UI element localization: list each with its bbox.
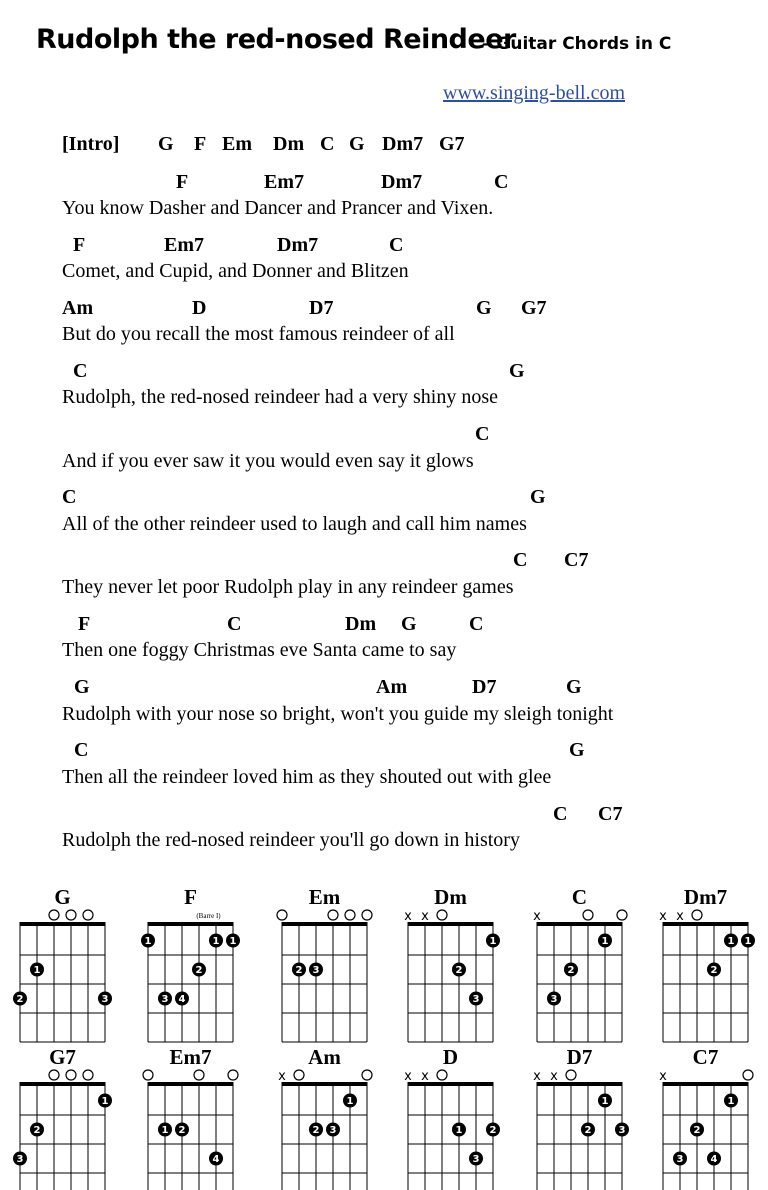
chord-label: Em7	[264, 171, 304, 193]
svg-text:3: 3	[618, 1125, 626, 1136]
open-string-marker	[83, 910, 93, 920]
svg-text:3: 3	[472, 994, 480, 1005]
svg-text:1: 1	[212, 936, 220, 947]
open-string-marker	[617, 910, 627, 920]
open-string-marker	[437, 1070, 447, 1080]
open-string-marker	[294, 1070, 304, 1080]
chord-label: G	[476, 297, 492, 319]
chord-label: D7	[309, 297, 334, 319]
chord-diagram-svg	[14, 882, 114, 1005]
open-string-marker	[66, 1070, 76, 1080]
song-title: Rudolph the red-nosed Reindeer	[36, 24, 516, 55]
open-string-marker	[583, 910, 593, 920]
finger-dot	[30, 963, 44, 977]
chord-label: F	[176, 171, 189, 193]
chord-label: G	[349, 133, 365, 155]
chord-diagram-c	[531, 882, 631, 1005]
chord-diagram-name: Dm7	[683, 885, 728, 909]
chord-diagram-em7	[142, 1042, 242, 1165]
svg-text:3: 3	[676, 1154, 684, 1165]
chord-label: Am	[376, 676, 408, 698]
nut-bar	[20, 922, 106, 926]
lyric-line: And if you ever saw it you would even say it glows	[62, 450, 474, 472]
chord-label: C	[62, 486, 77, 508]
chord-diagram-name: D	[442, 1045, 459, 1069]
open-string-marker	[328, 910, 338, 920]
open-string-marker	[66, 910, 76, 920]
finger-dot	[452, 1123, 466, 1137]
svg-text:1: 1	[489, 936, 497, 947]
chord-label: C	[494, 171, 509, 193]
svg-text:1: 1	[727, 1096, 735, 1107]
lyric-line: Comet, and Cupid, and Donner and Blitzen	[62, 260, 409, 282]
barre-note: (Barre I)	[196, 912, 221, 920]
chord-diagram-name: D7	[566, 1045, 593, 1069]
finger-dot	[13, 1152, 27, 1166]
svg-text:2: 2	[455, 965, 463, 976]
finger-dot	[598, 934, 612, 948]
chord-diagram-name: Am	[308, 1045, 341, 1069]
svg-text:3: 3	[101, 994, 109, 1005]
chord-label: C	[389, 234, 404, 256]
nut-bar	[148, 1082, 234, 1086]
open-string-marker	[362, 910, 372, 920]
svg-text:2: 2	[33, 1125, 41, 1136]
nut-bar	[537, 922, 623, 926]
nut-bar	[148, 922, 234, 926]
chord-diagram-dm	[402, 882, 502, 1005]
intro-label: [Intro]	[62, 133, 120, 155]
chord-label: C	[475, 423, 490, 445]
finger-dot	[309, 963, 323, 977]
finger-dot	[673, 1152, 687, 1166]
muted-string-marker: x	[404, 909, 412, 924]
lyric-line: Then all the reindeer loved him as they shouted out with glee	[62, 766, 552, 788]
lyric-line: Rudolph the red-nosed reindeer you'll go down in history	[62, 829, 520, 851]
finger-dot	[469, 1152, 483, 1166]
svg-text:2: 2	[16, 994, 24, 1005]
chord-label: Dm7	[381, 171, 423, 193]
finger-dot	[724, 934, 738, 948]
chord-label: C	[320, 133, 335, 155]
chord-label: C7	[564, 549, 589, 571]
chord-label: G	[569, 739, 585, 761]
open-string-marker	[194, 1070, 204, 1080]
finger-dot	[615, 1123, 629, 1137]
chord-diagram-svg	[657, 1042, 757, 1165]
finger-dot	[724, 1094, 738, 1108]
finger-dot	[209, 934, 223, 948]
muted-string-marker: x	[659, 1069, 667, 1084]
finger-dot	[326, 1123, 340, 1137]
svg-text:3: 3	[329, 1125, 337, 1136]
finger-dot	[98, 992, 112, 1006]
chord-label: C	[227, 613, 242, 635]
chord-diagram-svg	[142, 1042, 242, 1165]
chord-diagram-name: Em7	[169, 1045, 212, 1069]
chord-diagram-svg	[402, 882, 502, 1005]
open-string-marker	[83, 1070, 93, 1080]
svg-text:2: 2	[489, 1125, 497, 1136]
svg-text:2: 2	[295, 965, 303, 976]
chord-label: Dm7	[277, 234, 319, 256]
chord-diagram-name: C7	[692, 1045, 719, 1069]
song-subtitle: – Guitar Chords in C	[482, 34, 672, 54]
open-string-marker	[143, 1070, 153, 1080]
muted-string-marker: x	[421, 909, 429, 924]
finger-dot	[141, 934, 155, 948]
chord-diagram-svg	[276, 882, 376, 987]
open-string-marker	[49, 1070, 59, 1080]
chord-label: G	[158, 133, 174, 155]
chord-label: F	[78, 613, 91, 635]
lyric-line: Rudolph, the red-nosed reindeer had a very shiny nose	[62, 386, 498, 408]
chord-diagram-svg	[276, 1042, 376, 1147]
finger-dot	[707, 1152, 721, 1166]
finger-dot	[741, 934, 755, 948]
chord-label: Am	[62, 297, 94, 319]
chord-diagram-am	[276, 1042, 376, 1147]
chord-diagram-name: F	[184, 885, 197, 909]
svg-text:1: 1	[33, 965, 41, 976]
svg-text:4: 4	[178, 994, 186, 1005]
svg-text:1: 1	[161, 1125, 169, 1136]
open-string-marker	[277, 910, 287, 920]
chord-label: Dm7	[382, 133, 424, 155]
chord-diagram-name: Dm	[434, 885, 467, 909]
chord-label: C	[73, 360, 88, 382]
chord-diagram-svg	[657, 882, 757, 987]
lyric-line: All of the other reindeer used to laugh and call him names	[62, 513, 527, 535]
muted-string-marker: x	[278, 1069, 286, 1084]
finger-dot	[192, 963, 206, 977]
open-string-marker	[566, 1070, 576, 1080]
chord-label: G	[566, 676, 582, 698]
chord-label: Dm	[273, 133, 305, 155]
finger-dot	[343, 1094, 357, 1108]
svg-text:4: 4	[212, 1154, 220, 1165]
chord-label: G	[509, 360, 525, 382]
chord-diagram-svg	[531, 1042, 631, 1147]
chord-label: C	[553, 803, 568, 825]
muted-string-marker: x	[421, 1069, 429, 1084]
chord-diagram-dm7	[657, 882, 757, 987]
finger-dot	[309, 1123, 323, 1137]
chord-diagram-c7	[657, 1042, 757, 1165]
finger-dot	[292, 963, 306, 977]
chord-label: D7	[472, 676, 497, 698]
open-string-marker	[228, 1070, 238, 1080]
finger-dot	[13, 992, 27, 1006]
finger-dot	[486, 934, 500, 948]
muted-string-marker: x	[550, 1069, 558, 1084]
chord-label: C7	[598, 803, 623, 825]
svg-text:2: 2	[710, 965, 718, 976]
chord-diagram-em	[276, 882, 376, 987]
website-link[interactable]: www.singing-bell.com	[443, 82, 626, 104]
muted-string-marker: x	[404, 1069, 412, 1084]
svg-text:1: 1	[744, 936, 752, 947]
finger-dot	[158, 1123, 172, 1137]
svg-text:1: 1	[229, 936, 237, 947]
nut-bar	[20, 1082, 106, 1086]
svg-text:1: 1	[601, 1096, 609, 1107]
chord-diagram-d	[402, 1042, 502, 1165]
svg-text:1: 1	[601, 936, 609, 947]
svg-text:3: 3	[550, 994, 558, 1005]
lyric-line: They never let poor Rudolph play in any reindeer games	[62, 576, 514, 598]
finger-dot	[175, 1123, 189, 1137]
chord-diagram-svg	[142, 882, 242, 1005]
chord-diagram-g	[14, 882, 114, 1005]
chord-label: F	[194, 133, 207, 155]
chord-label: G	[530, 486, 546, 508]
finger-dot	[564, 963, 578, 977]
chord-label: Dm	[345, 613, 377, 635]
lyric-line: You know Dasher and Dancer and Prancer and Vixen.	[62, 197, 494, 219]
open-string-marker	[345, 910, 355, 920]
chord-label: C	[513, 549, 528, 571]
finger-dot	[547, 992, 561, 1006]
chord-diagram-g7	[14, 1042, 114, 1165]
chord-diagram-name: G7	[49, 1045, 76, 1069]
svg-text:3: 3	[312, 965, 320, 976]
svg-text:3: 3	[472, 1154, 480, 1165]
lyric-line: But do you recall the most famous reindeer of all	[62, 323, 455, 345]
chord-diagram-svg	[14, 1042, 114, 1165]
svg-text:1: 1	[144, 936, 152, 947]
muted-string-marker: x	[676, 909, 684, 924]
open-string-marker	[692, 910, 702, 920]
finger-dot	[581, 1123, 595, 1137]
muted-string-marker: x	[533, 909, 541, 924]
svg-text:1: 1	[346, 1096, 354, 1107]
lyric-line: Rudolph with your nose so bright, won't you guide my sleigh tonight	[62, 703, 614, 725]
finger-dot	[175, 992, 189, 1006]
chord-diagram-f	[142, 882, 242, 1005]
open-string-marker	[743, 1070, 753, 1080]
finger-dot	[690, 1123, 704, 1137]
finger-dot	[30, 1123, 44, 1137]
finger-dot	[226, 934, 240, 948]
finger-dot	[98, 1094, 112, 1108]
chord-label: F	[73, 234, 86, 256]
chord-label: D	[192, 297, 207, 319]
nut-bar	[282, 922, 368, 926]
svg-text:2: 2	[567, 965, 575, 976]
chord-label: C	[469, 613, 484, 635]
finger-dot	[598, 1094, 612, 1108]
chord-diagram-name: G	[54, 885, 71, 909]
finger-dot	[469, 992, 483, 1006]
svg-text:3: 3	[16, 1154, 24, 1165]
open-string-marker	[437, 910, 447, 920]
open-string-marker	[362, 1070, 372, 1080]
svg-text:1: 1	[727, 936, 735, 947]
svg-text:1: 1	[455, 1125, 463, 1136]
svg-text:2: 2	[584, 1125, 592, 1136]
chord-diagram-svg	[402, 1042, 502, 1165]
chord-label: Em	[222, 133, 252, 155]
finger-dot	[486, 1123, 500, 1137]
svg-text:4: 4	[710, 1154, 718, 1165]
svg-text:3: 3	[161, 994, 169, 1005]
finger-dot	[452, 963, 466, 977]
nut-bar	[663, 1082, 749, 1086]
chord-diagram-d7	[531, 1042, 631, 1147]
lyric-line: Then one foggy Christmas eve Santa came to say	[62, 639, 457, 661]
finger-dot	[209, 1152, 223, 1166]
finger-dot	[707, 963, 721, 977]
finger-dot	[158, 992, 172, 1006]
chord-label: G7	[521, 297, 547, 319]
svg-text:2: 2	[693, 1125, 701, 1136]
chord-diagram-name: Em	[308, 885, 341, 909]
muted-string-marker: x	[659, 909, 667, 924]
svg-text:2: 2	[178, 1125, 186, 1136]
chord-diagram-name: C	[571, 885, 588, 909]
muted-string-marker: x	[533, 1069, 541, 1084]
chord-diagram-svg	[531, 882, 631, 1005]
chord-label: G7	[439, 133, 465, 155]
svg-text:1: 1	[101, 1096, 109, 1107]
svg-text:2: 2	[195, 965, 203, 976]
chord-label: Em7	[164, 234, 204, 256]
chord-label: C	[74, 739, 89, 761]
chord-label: G	[74, 676, 90, 698]
svg-text:2: 2	[312, 1125, 320, 1136]
chord-label: G	[401, 613, 417, 635]
open-string-marker	[49, 910, 59, 920]
nut-bar	[282, 1082, 368, 1086]
